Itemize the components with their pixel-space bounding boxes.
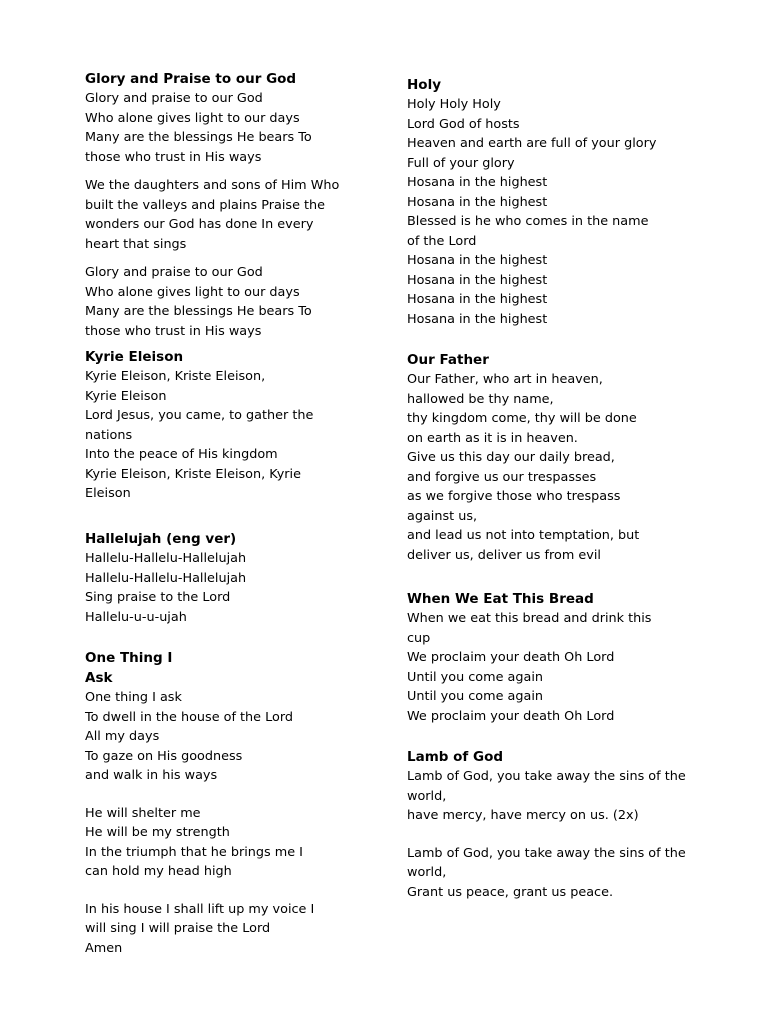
lyric-line: Hallelu-Hallelu-Hallelujah <box>85 551 247 566</box>
song-title: Our Father <box>407 352 489 368</box>
lyric-line: Hosana in the highest <box>407 292 548 307</box>
lyric-line: Lord Jesus, you came, to gather the <box>85 408 314 423</box>
song-title: Glory and Praise to our God <box>85 71 297 87</box>
lyric-line: Glory and praise to our God <box>85 265 263 280</box>
stanza <box>85 688 345 786</box>
stanza <box>85 804 345 882</box>
lyric-line: Kyrie Eleison, Kriste Eleison, Kyrie <box>85 466 301 482</box>
song-kyrie-eleison <box>85 347 345 504</box>
lyric-line: will sing I will praise the Lord <box>85 921 271 936</box>
lyric-line: Many are the blessings He bears To <box>85 130 312 145</box>
song-glory-and-praise <box>85 69 345 341</box>
lyric-line: thy kingdom come, thy will be done <box>407 411 637 426</box>
lyric-line: world, <box>407 788 447 804</box>
lyric-line: Lamb of God, you take away the sins of the <box>407 769 686 784</box>
lyric-line: We proclaim your death Oh Lord <box>407 650 615 665</box>
lyric-line: and walk in his ways <box>85 768 218 783</box>
lyric-line: world, <box>407 865 447 880</box>
lyric-line: as we forgive those who trespass <box>407 489 621 504</box>
lyric-line: Kyrie Eleison <box>85 388 167 404</box>
lyric-line: and lead us not into temptation, but <box>407 528 640 543</box>
lyric-line: and forgive us our trespasses <box>407 469 597 485</box>
stanza <box>407 370 687 565</box>
lyric-line: We proclaim your death Oh Lord <box>407 708 615 724</box>
song-title: When We Eat This Bread <box>407 591 594 607</box>
song-title: Ask <box>85 670 113 686</box>
lyric-line: Hosana in the highest <box>407 311 548 327</box>
lyric-line: against us, <box>407 508 478 524</box>
stanza <box>407 609 687 726</box>
lyric-line: heart that sings <box>85 236 187 252</box>
lyric-line: Eleison <box>85 486 131 501</box>
lyric-line: cup <box>407 630 431 646</box>
lyric-line: Blessed is he who comes in the name <box>407 214 649 229</box>
lyric-line: Sing praise to the Lord <box>85 590 231 605</box>
lyric-line: Grant us peace, grant us peace. <box>407 884 614 900</box>
lyric-line: We the daughters and sons of Him Who <box>85 178 340 193</box>
lyric-line: When we eat this bread and drink this <box>407 611 652 626</box>
song-when-we-eat-this-bread <box>407 589 687 726</box>
lyric-line: Lord God of hosts <box>407 116 520 132</box>
lyric-line: can hold my head high <box>85 864 232 879</box>
song-title: Hallelujah (eng ver) <box>85 531 237 547</box>
lyric-line: Our Father, who art in heaven, <box>407 372 603 387</box>
lyric-line: those who trust in His ways <box>85 323 262 339</box>
lyric-line: In his house I shall lift up my voice I <box>85 901 315 917</box>
song-title: Holy <box>407 77 442 93</box>
stanza <box>85 89 345 167</box>
lyric-line: Amen <box>85 940 123 956</box>
lyric-line: He will shelter me <box>85 805 201 821</box>
lyric-line: those who trust in His ways <box>85 149 262 165</box>
lyric-line: hallowed be thy name, <box>407 391 554 407</box>
stanza <box>85 263 345 341</box>
lyric-line: Give us this day our daily bread, <box>407 450 615 465</box>
stanza <box>85 900 345 959</box>
lyric-line: Who alone gives light to our days <box>85 110 300 126</box>
lyric-line: Into the peace of His kingdom <box>85 447 278 462</box>
lyric-line: In the triumph that he brings me I <box>85 844 303 860</box>
lyric-line: To dwell in the house of the Lord <box>85 709 294 725</box>
song-title: Kyrie Eleison <box>85 349 184 365</box>
lyric-line: have mercy, have mercy on us. (2x) <box>407 808 639 823</box>
song-title: One Thing I <box>85 650 173 666</box>
song-lamb-of-god <box>407 747 687 902</box>
song-hallelujah <box>85 529 345 627</box>
lyric-line: Glory and praise to our God <box>85 91 263 106</box>
lyric-line: Hosana in the highest <box>407 175 548 190</box>
lyric-line: built the valleys and plains Praise the <box>85 197 326 213</box>
lyric-line: Heaven and earth are full of your glory <box>407 136 657 151</box>
lyric-line: deliver us, deliver us from evil <box>407 547 601 563</box>
lyric-line: of the Lord <box>407 233 477 249</box>
lyric-line: Until you come again <box>407 689 543 704</box>
lyric-line: Hosana in the highest <box>407 272 548 288</box>
lyric-line: Hallelu-Hallelu-Hallelujah <box>85 570 247 586</box>
song-holy <box>407 75 687 329</box>
song-one-thing-i-ask <box>85 648 345 958</box>
lyric-line: Full of your glory <box>407 155 515 171</box>
lyric-line: Many are the blessings He bears To <box>85 304 312 319</box>
lyric-line: To gaze on His goodness <box>85 748 243 764</box>
song-our-father <box>407 350 687 565</box>
lyric-line: Kyrie Eleison, Kriste Eleison, <box>85 369 266 384</box>
lyric-line: wonders our God has done In every <box>85 217 314 232</box>
lyric-line: Hosana in the highest <box>407 194 548 210</box>
lyric-line: Holy Holy Holy <box>407 97 501 112</box>
lyric-line: One thing I ask <box>85 690 182 705</box>
song-title: Lamb of God <box>407 749 504 765</box>
stanza <box>407 767 687 826</box>
lyric-line: Lamb of God, you take away the sins of the <box>407 845 686 861</box>
stanza <box>85 549 345 627</box>
stanza <box>85 176 345 254</box>
lyric-line: He will be my strength <box>85 825 230 840</box>
stanza <box>407 95 687 329</box>
stanza <box>407 844 687 903</box>
lyric-line: nations <box>85 427 133 443</box>
lyric-line: All my days <box>85 729 160 744</box>
lyric-line: Until you come again <box>407 669 543 685</box>
lyric-line: on earth as it is in heaven. <box>407 430 578 446</box>
lyric-line: Hosana in the highest <box>407 253 548 268</box>
lyric-line: Hallelu-u-u-ujah <box>85 609 187 625</box>
lyric-line: Who alone gives light to our days <box>85 284 300 300</box>
stanza <box>85 367 345 504</box>
